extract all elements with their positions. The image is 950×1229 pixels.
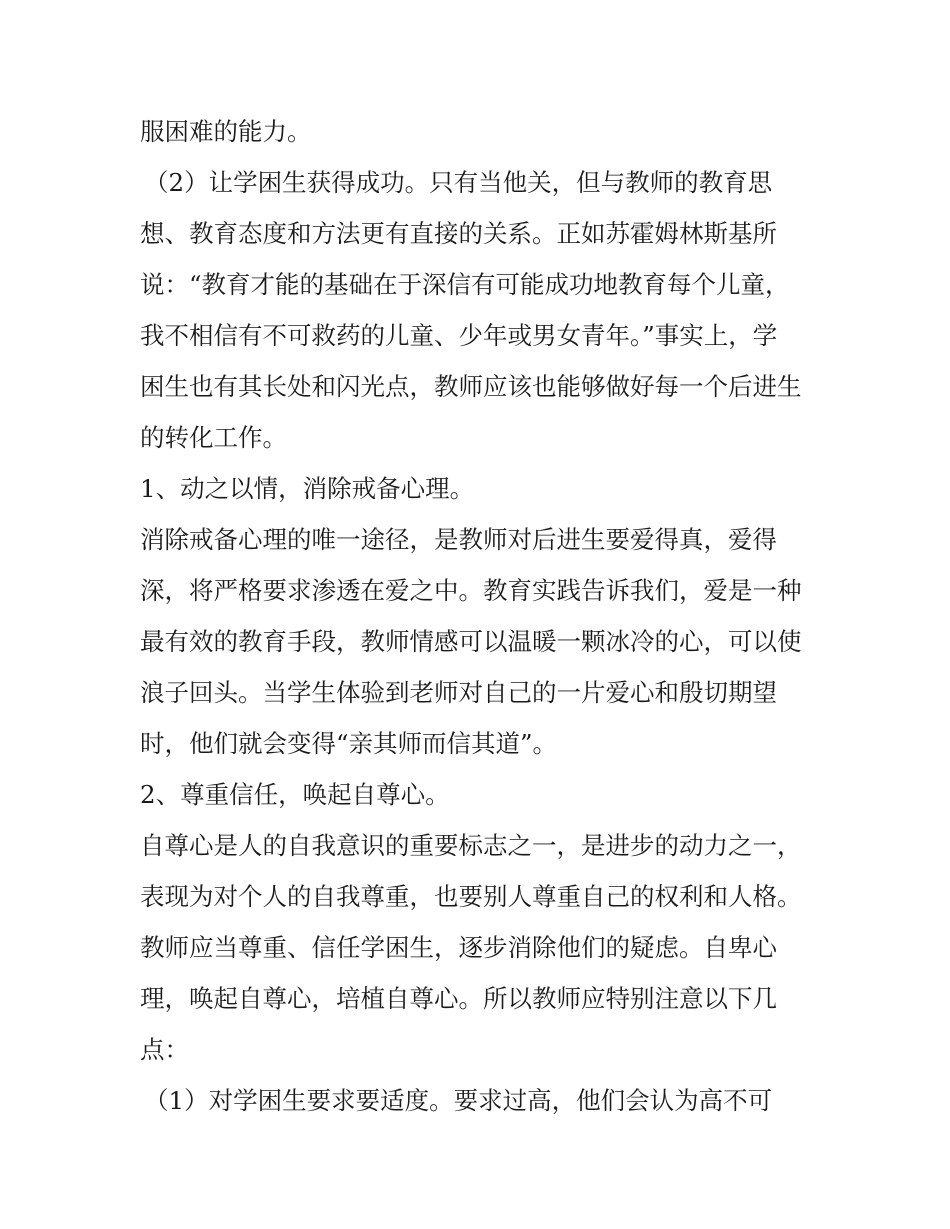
text-line: 表现为对个人的自我尊重，也要别人尊重自己的权利和人格。 — [140, 882, 802, 911]
text-line: 时，他们就会变得“亲其师而信其道”。 — [140, 729, 558, 758]
text-line: 的转化工作。 — [140, 423, 287, 452]
text-line: 自尊心是人的自我意识的重要标志之一，是进步的动力之一， — [140, 831, 802, 860]
text-line: 想、教育态度和方法更有直接的关系。正如苏霍姆林斯基所 — [140, 219, 777, 248]
text-line: （1）对学困生要求要适度。要求过高，他们会认为高不可 — [144, 1086, 773, 1115]
text-line: 理，唤起自尊心，培植自尊心。所以教师应特别注意以下几 — [140, 984, 777, 1013]
text-line: 教师应当尊重、信任学困生，逐步消除他们的疑虑。自卑心 — [140, 933, 777, 962]
text-line: 浪子回头。当学生体验到老师对自己的一片爱心和殷切期望 — [140, 678, 777, 707]
text-line: 点： — [140, 1035, 189, 1064]
text-line: 消除戒备心理的唯一途径，是教师对后进生要爱得真，爱得 — [140, 525, 777, 554]
section-heading: 2、尊重信任，唤起自尊心。 — [140, 780, 450, 809]
text-line: （2）让学困生获得成功。只有当他关，但与教师的教育思 — [144, 168, 773, 197]
text-line: 困生也有其长处和闪光点，教师应该也能够做好每一个后进生 — [140, 372, 802, 401]
text-line: 最有效的教育手段，教师情感可以温暖一颗冰冷的心，可以使 — [140, 627, 802, 656]
section-heading: 1、动之以情，消除戒备心理。 — [140, 474, 475, 503]
text-line: 服困难的能力。 — [140, 117, 312, 146]
text-line: 深，将严格要求渗透在爱之中。教育实践告诉我们，爱是一种 — [140, 576, 802, 605]
text-line: 说：“教育才能的基础在于深信有可能成功地教育每个儿童， — [140, 270, 790, 299]
text-line: 我不相信有不可救药的儿童、少年或男女青年。”事实上，学 — [140, 321, 778, 350]
body-text — [140, 106, 830, 1126]
